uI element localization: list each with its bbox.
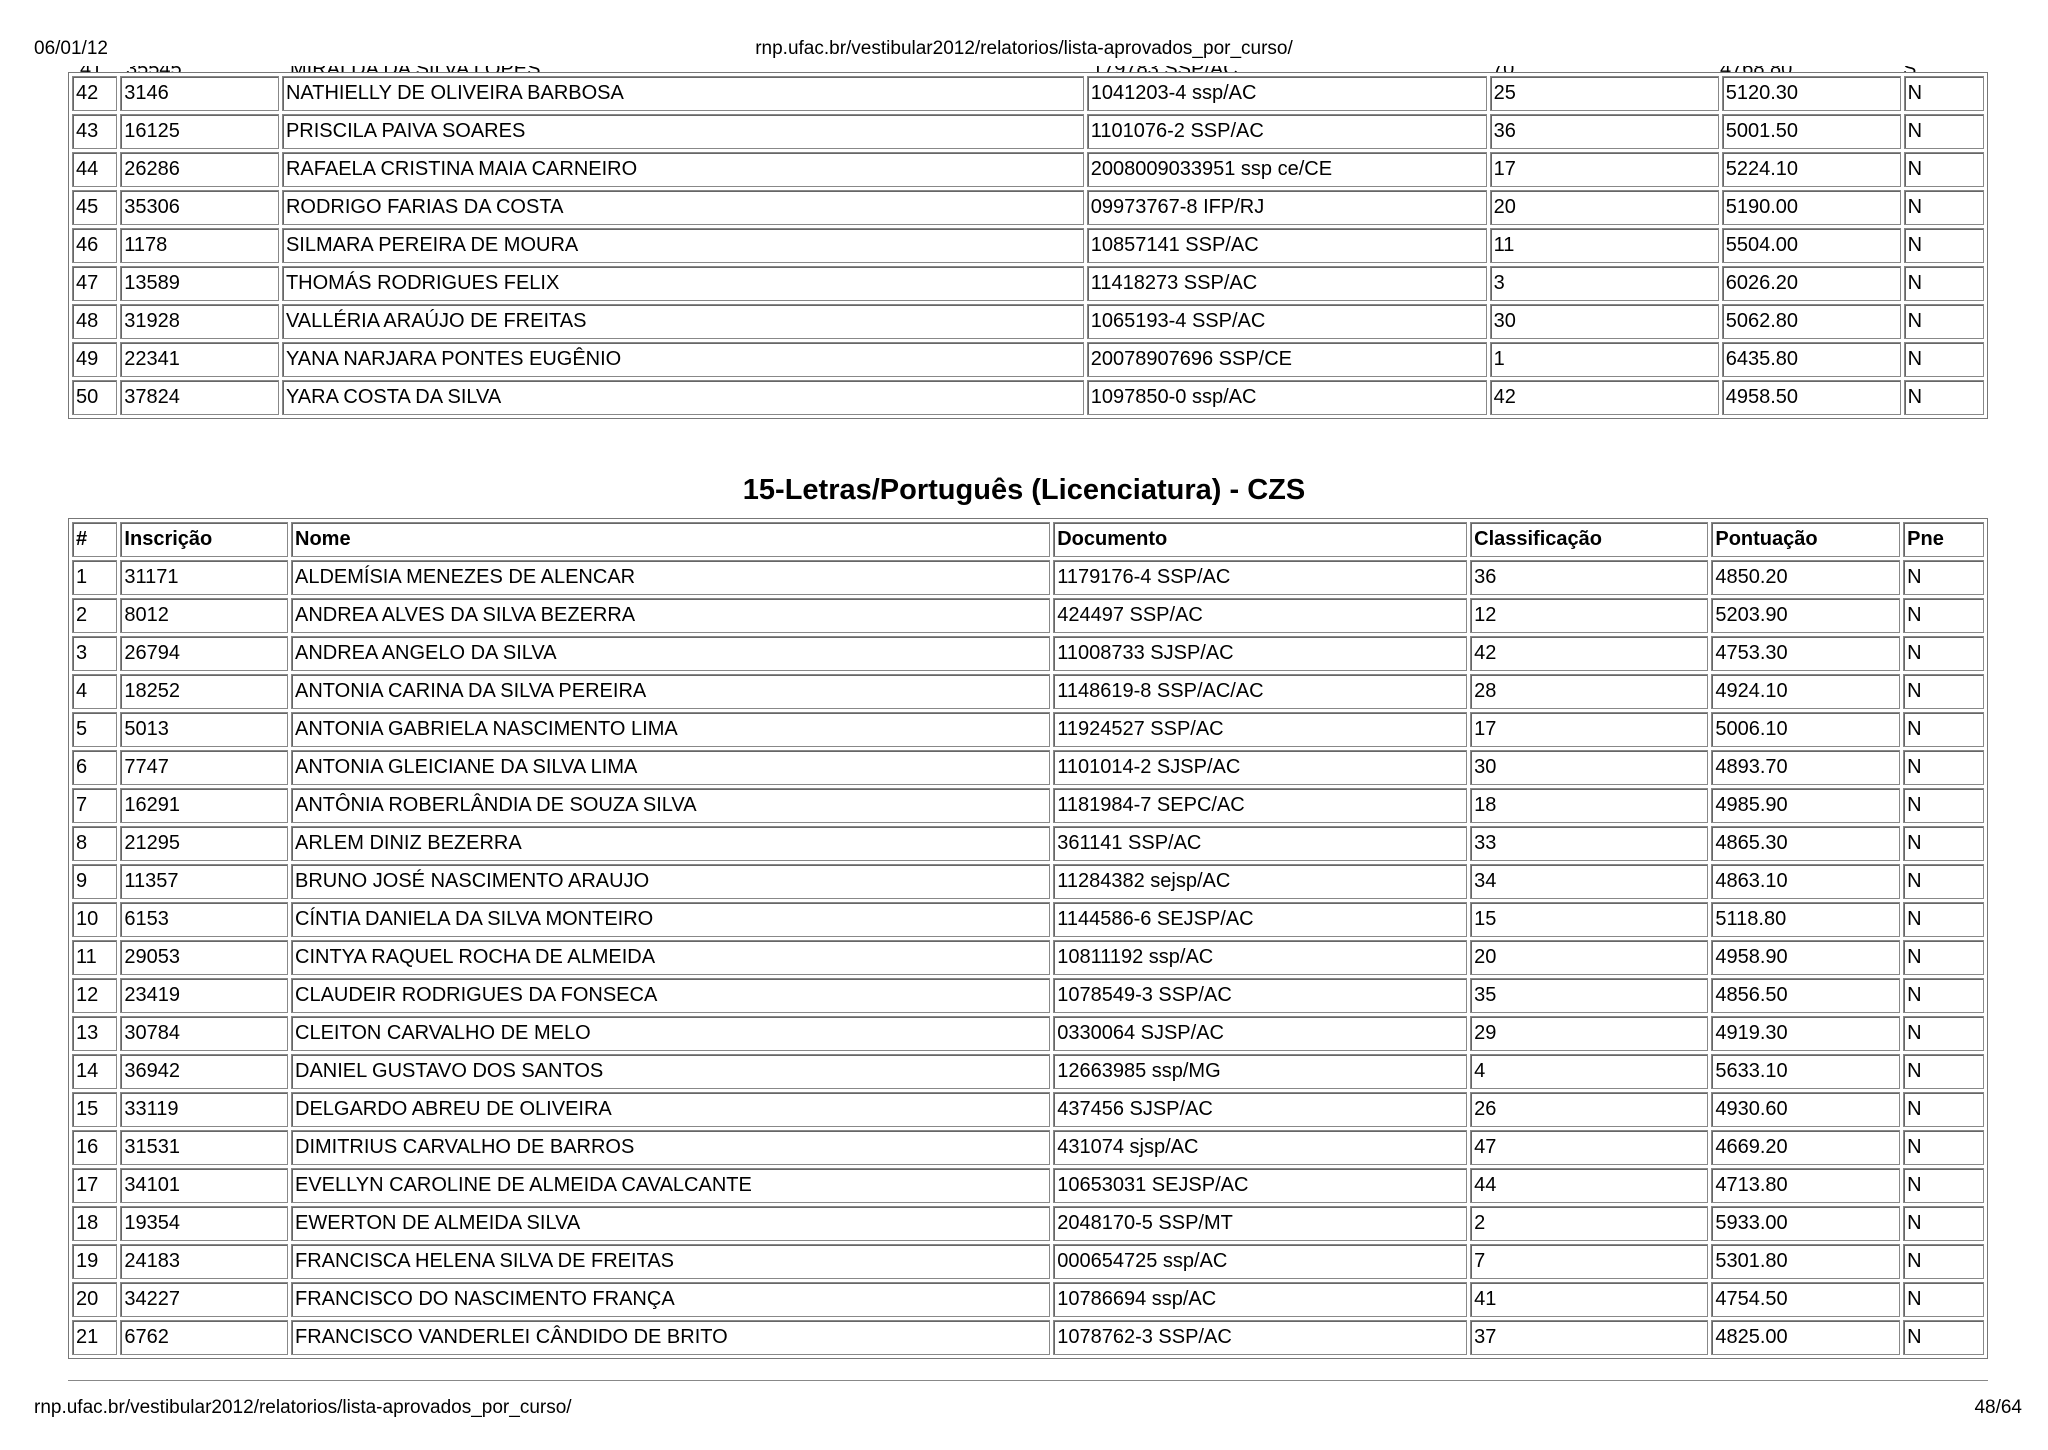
cell-pne: N (1903, 1320, 1984, 1355)
column-header: Classificação (1470, 522, 1708, 557)
cell-number: 8 (72, 826, 117, 861)
cell-number: 50 (72, 380, 117, 415)
cell-pontuacao: 5001.50 (1722, 114, 1901, 149)
cell-nome: YARA COSTA DA SILVA (282, 380, 1084, 415)
cell-classificacao: 1 (1490, 342, 1719, 377)
cell-inscricao: 21295 (120, 826, 288, 861)
table-row (72, 380, 1984, 415)
cell-documento: 10653031 SEJSP/AC (1053, 1168, 1467, 1203)
cell-pne: N (1904, 304, 1984, 339)
cell-number: 9 (72, 864, 117, 899)
cell-number: 44 (72, 152, 117, 187)
cell-documento: 1078549-3 SSP/AC (1053, 978, 1467, 1013)
cell-inscricao: 31928 (120, 304, 279, 339)
cell-pontuacao: 4754.50 (1711, 1282, 1900, 1317)
cell-pontuacao: 4713.80 (1711, 1168, 1900, 1203)
cell-classificacao: 2 (1470, 1206, 1708, 1241)
cell-pne: N (1903, 1054, 1984, 1089)
table-row (72, 1244, 1984, 1279)
cell-pontuacao: 5224.10 (1722, 152, 1901, 187)
cell-pontuacao: 5062.80 (1722, 304, 1901, 339)
cell-number: 1 (72, 560, 117, 595)
cell-classificacao: 30 (1490, 304, 1719, 339)
column-header: Nome (291, 522, 1050, 557)
table-row (72, 114, 1984, 149)
cell-inscricao: 16125 (120, 114, 279, 149)
cell-documento: 1101014-2 SJSP/AC (1053, 750, 1467, 785)
cell-nome: THOMÁS RODRIGUES FELIX (282, 266, 1084, 301)
cell-classificacao: 4 (1470, 1054, 1708, 1089)
cell-inscricao: 26794 (120, 636, 288, 671)
table-row (72, 1320, 1984, 1355)
cell-nome: EWERTON DE ALMEIDA SILVA (291, 1206, 1050, 1241)
cell-number: 17 (72, 1168, 117, 1203)
cell-number: 49 (72, 342, 117, 377)
table-row (72, 1130, 1984, 1165)
column-header: # (72, 522, 117, 557)
cell-pne: N (1904, 342, 1984, 377)
cell-pne: N (1903, 560, 1984, 595)
cell-inscricao: 19354 (120, 1206, 288, 1241)
cell-pontuacao: 4893.70 (1711, 750, 1900, 785)
cell-nome: YANA NARJARA PONTES EUGÊNIO (282, 342, 1084, 377)
cell-number: 10 (72, 902, 117, 937)
cell-inscricao: 22341 (120, 342, 279, 377)
table-row (72, 342, 1984, 377)
table-row (72, 864, 1984, 899)
cell-documento: 20078907696 SSP/CE (1087, 342, 1487, 377)
cell-nome: RODRIGO FARIAS DA COSTA (282, 190, 1084, 225)
cell-documento: 361141 SSP/AC (1053, 826, 1467, 861)
cell-pne: N (1903, 940, 1984, 975)
cell-nome: CLEITON CARVALHO DE MELO (291, 1016, 1050, 1051)
table-row (72, 1282, 1984, 1317)
column-header: Pontuação (1711, 522, 1900, 557)
cell-nome: PRISCILA PAIVA SOARES (282, 114, 1084, 149)
cell-pne: N (1903, 1016, 1984, 1051)
cell-nome: ANTONIA GLEICIANE DA SILVA LIMA (291, 750, 1050, 785)
cell-number: 45 (72, 190, 117, 225)
cell-pne: N (1904, 266, 1984, 301)
cell-pontuacao: 4865.30 (1711, 826, 1900, 861)
cell-nome: ANTÔNIA ROBERLÂNDIA DE SOUZA SILVA (291, 788, 1050, 823)
cell-inscricao: 6153 (120, 902, 288, 937)
cell-pontuacao: 4863.10 (1711, 864, 1900, 899)
cell-nome: FRANCISCO DO NASCIMENTO FRANÇA (291, 1282, 1050, 1317)
table-row (72, 1054, 1984, 1089)
cell-inscricao: 3146 (120, 76, 279, 111)
cell-documento: 2008009033951 ssp ce/CE (1087, 152, 1487, 187)
cell-pne: N (1903, 826, 1984, 861)
table-row (72, 1168, 1984, 1203)
cell-nome: CÍNTIA DANIELA DA SILVA MONTEIRO (291, 902, 1050, 937)
cell-number: 46 (72, 228, 117, 263)
column-header: Inscrição (120, 522, 288, 557)
cell-pne: N (1904, 152, 1984, 187)
cell-number: 7 (72, 788, 117, 823)
cell-classificacao: 37 (1470, 1320, 1708, 1355)
cell-documento: 437456 SJSP/AC (1053, 1092, 1467, 1127)
cell-number: 48 (72, 304, 117, 339)
cell-classificacao: 26 (1470, 1092, 1708, 1127)
cell-documento: 12663985 ssp/MG (1053, 1054, 1467, 1089)
cell-number: 2 (72, 598, 117, 633)
table-row (72, 76, 1984, 111)
cell-classificacao: 34 (1470, 864, 1708, 899)
cell-inscricao: 34101 (120, 1168, 288, 1203)
cell-inscricao: 13589 (120, 266, 279, 301)
table-row (72, 152, 1984, 187)
print-date: 06/01/12 (34, 38, 108, 59)
cell-pne: N (1904, 76, 1984, 111)
cell-nome: DIMITRIUS CARVALHO DE BARROS (291, 1130, 1050, 1165)
cell-pontuacao: 4753.30 (1711, 636, 1900, 671)
cell-classificacao: 41 (1470, 1282, 1708, 1317)
table-row (72, 788, 1984, 823)
cell-pontuacao: 5118.80 (1711, 902, 1900, 937)
cell-documento: 431074 sjsp/AC (1053, 1130, 1467, 1165)
cell-inscricao: 37824 (120, 380, 279, 415)
cell-nome: VALLÉRIA ARAÚJO DE FREITAS (282, 304, 1084, 339)
cell-classificacao: 15 (1470, 902, 1708, 937)
table-row (72, 712, 1984, 747)
cell-nome: ARLEM DINIZ BEZERRA (291, 826, 1050, 861)
cell-inscricao: 34227 (120, 1282, 288, 1317)
cell-documento: 1097850-0 ssp/AC (1087, 380, 1487, 415)
cell-pne: N (1903, 864, 1984, 899)
cell-classificacao: 28 (1470, 674, 1708, 709)
cell-pontuacao: 5504.00 (1722, 228, 1901, 263)
cell-nome: ANTONIA GABRIELA NASCIMENTO LIMA (291, 712, 1050, 747)
cell-classificacao: 42 (1470, 636, 1708, 671)
cell-pontuacao: 5633.10 (1711, 1054, 1900, 1089)
cell-pontuacao: 5190.00 (1722, 190, 1901, 225)
cell-pontuacao: 4924.10 (1711, 674, 1900, 709)
cell-nome: NATHIELLY DE OLIVEIRA BARBOSA (282, 76, 1084, 111)
cell-classificacao: 17 (1490, 152, 1719, 187)
table-row (72, 940, 1984, 975)
cell-classificacao: 18 (1470, 788, 1708, 823)
cell-pne: N (1903, 902, 1984, 937)
previous-course-table (68, 72, 1988, 419)
cell-number: 3 (72, 636, 117, 671)
cell-classificacao: 36 (1490, 114, 1719, 149)
cell-documento: 09973767-8 IFP/RJ (1087, 190, 1487, 225)
cell-number: 16 (72, 1130, 117, 1165)
cell-inscricao: 16291 (120, 788, 288, 823)
cell-classificacao: 3 (1490, 266, 1719, 301)
cell-documento: 1101076-2 SSP/AC (1087, 114, 1487, 149)
cell-documento: 2048170-5 SSP/MT (1053, 1206, 1467, 1241)
cell-classificacao: 20 (1470, 940, 1708, 975)
cell-pontuacao: 5120.30 (1722, 76, 1901, 111)
table-row (72, 304, 1984, 339)
cell-nome: ALDEMÍSIA MENEZES DE ALENCAR (291, 560, 1050, 595)
cell-pne: N (1903, 788, 1984, 823)
table-row (72, 750, 1984, 785)
cell-inscricao: 26286 (120, 152, 279, 187)
cell-inscricao: 31171 (120, 560, 288, 595)
table-row (72, 1092, 1984, 1127)
cell-documento: 1065193-4 SSP/AC (1087, 304, 1487, 339)
cell-pne: N (1903, 1282, 1984, 1317)
cell-inscricao: 30784 (120, 1016, 288, 1051)
cell-nome: ANDREA ANGELO DA SILVA (291, 636, 1050, 671)
cell-number: 11 (72, 940, 117, 975)
cell-documento: 11008733 SJSP/AC (1053, 636, 1467, 671)
cell-classificacao: 29 (1470, 1016, 1708, 1051)
cell-pne: N (1903, 598, 1984, 633)
cell-inscricao: 33119 (120, 1092, 288, 1127)
column-header: Documento (1053, 522, 1467, 557)
table-row (72, 826, 1984, 861)
cell-documento: 11924527 SSP/AC (1053, 712, 1467, 747)
cell-nome: DELGARDO ABREU DE OLIVEIRA (291, 1092, 1050, 1127)
cell-pontuacao: 6026.20 (1722, 266, 1901, 301)
cell-documento: 11284382 sejsp/AC (1053, 864, 1467, 899)
cell-pontuacao: 4669.20 (1711, 1130, 1900, 1165)
cell-inscricao: 1178 (120, 228, 279, 263)
cell-pne: N (1903, 636, 1984, 671)
cell-number: 20 (72, 1282, 117, 1317)
cell-inscricao: 18252 (120, 674, 288, 709)
cell-number: 13 (72, 1016, 117, 1051)
cell-pontuacao: 5933.00 (1711, 1206, 1900, 1241)
table-continuation (68, 1380, 1988, 1395)
cell-pne: N (1904, 380, 1984, 415)
cell-classificacao: 17 (1470, 712, 1708, 747)
cell-inscricao: 6762 (120, 1320, 288, 1355)
cell-inscricao: 11357 (120, 864, 288, 899)
cell-inscricao: 31531 (120, 1130, 288, 1165)
cell-nome: DANIEL GUSTAVO DOS SANTOS (291, 1054, 1050, 1089)
cell-number: 15 (72, 1092, 117, 1127)
cell-nome: CINTYA RAQUEL ROCHA DE ALMEIDA (291, 940, 1050, 975)
section-title: 15-Letras/Português (Licenciatura) - CZS (742, 474, 1306, 506)
table-row (72, 266, 1984, 301)
cell-pne: N (1904, 114, 1984, 149)
table-row (72, 674, 1984, 709)
cell-number: 6 (72, 750, 117, 785)
cell-nome: FRANCISCA HELENA SILVA DE FREITAS (291, 1244, 1050, 1279)
cell-documento: 1181984-7 SEPC/AC (1053, 788, 1467, 823)
cell-classificacao: 30 (1470, 750, 1708, 785)
cell-classificacao: 47 (1470, 1130, 1708, 1165)
cell-number: 4 (72, 674, 117, 709)
approved-list-table (68, 518, 1988, 1359)
cell-nome: FRANCISCO VANDERLEI CÂNDIDO DE BRITO (291, 1320, 1050, 1355)
cell-pontuacao: 4930.60 (1711, 1092, 1900, 1127)
cell-documento: 0330064 SJSP/AC (1053, 1016, 1467, 1051)
cell-pne: N (1903, 750, 1984, 785)
cell-pontuacao: 5006.10 (1711, 712, 1900, 747)
cell-pontuacao: 4850.20 (1711, 560, 1900, 595)
cell-inscricao: 35306 (120, 190, 279, 225)
cell-documento: 1041203-4 ssp/AC (1087, 76, 1487, 111)
cell-nome: RAFAELA CRISTINA MAIA CARNEIRO (282, 152, 1084, 187)
cell-number: 12 (72, 978, 117, 1013)
cell-pne: N (1903, 978, 1984, 1013)
cell-pontuacao: 5301.80 (1711, 1244, 1900, 1279)
cell-documento: 424497 SSP/AC (1053, 598, 1467, 633)
table-row (72, 1016, 1984, 1051)
print-header-url: rnp.ufac.br/vestibular2012/relatorios/lista-aprovados_por_curso/ (755, 38, 1293, 59)
cell-number: 19 (72, 1244, 117, 1279)
cell-number: 42 (72, 76, 117, 111)
cell-documento: 1078762-3 SSP/AC (1053, 1320, 1467, 1355)
cell-nome: EVELLYN CAROLINE DE ALMEIDA CAVALCANTE (291, 1168, 1050, 1203)
cell-documento: 11418273 SSP/AC (1087, 266, 1487, 301)
cell-inscricao: 7747 (120, 750, 288, 785)
cell-classificacao: 25 (1490, 76, 1719, 111)
cell-nome: ANTONIA CARINA DA SILVA PEREIRA (291, 674, 1050, 709)
cell-classificacao: 44 (1470, 1168, 1708, 1203)
cell-inscricao: 8012 (120, 598, 288, 633)
cell-pne: N (1904, 190, 1984, 225)
cell-pne: N (1903, 1206, 1984, 1241)
cell-pontuacao: 6435.80 (1722, 342, 1901, 377)
cell-inscricao: 29053 (120, 940, 288, 975)
cell-pne: N (1903, 1168, 1984, 1203)
print-footer-url: rnp.ufac.br/vestibular2012/relatorios/lista-aprovados_por_curso/ (34, 1397, 572, 1418)
table-row (72, 636, 1984, 671)
cell-pontuacao: 4919.30 (1711, 1016, 1900, 1051)
cell-pontuacao: 4856.50 (1711, 978, 1900, 1013)
cell-documento: 10857141 SSP/AC (1087, 228, 1487, 263)
cell-pontuacao: 4985.90 (1711, 788, 1900, 823)
cell-classificacao: 42 (1490, 380, 1719, 415)
cell-pontuacao: 5203.90 (1711, 598, 1900, 633)
cell-pontuacao: 4958.90 (1711, 940, 1900, 975)
cell-classificacao: 36 (1470, 560, 1708, 595)
table-row (72, 560, 1984, 595)
cell-pontuacao: 4825.00 (1711, 1320, 1900, 1355)
cell-pne: N (1903, 1244, 1984, 1279)
table-row (72, 190, 1984, 225)
cell-pontuacao: 4958.50 (1722, 380, 1901, 415)
cell-number: 5 (72, 712, 117, 747)
cell-documento: 000654725 ssp/AC (1053, 1244, 1467, 1279)
table-row (72, 228, 1984, 263)
table-header-row (72, 522, 1984, 557)
cell-inscricao: 23419 (120, 978, 288, 1013)
cell-nome: CLAUDEIR RODRIGUES DA FONSECA (291, 978, 1050, 1013)
cell-pne: N (1904, 228, 1984, 263)
cell-pne: N (1903, 1130, 1984, 1165)
cell-documento: 10811192 ssp/AC (1053, 940, 1467, 975)
cell-classificacao: 11 (1490, 228, 1719, 263)
cell-inscricao: 36942 (120, 1054, 288, 1089)
cell-documento: 10786694 ssp/AC (1053, 1282, 1467, 1317)
cell-number: 47 (72, 266, 117, 301)
table-row (72, 1206, 1984, 1241)
cell-nome: SILMARA PEREIRA DE MOURA (282, 228, 1084, 263)
cell-documento: 1179176-4 SSP/AC (1053, 560, 1467, 595)
cell-classificacao: 12 (1470, 598, 1708, 633)
cell-nome: BRUNO JOSÉ NASCIMENTO ARAUJO (291, 864, 1050, 899)
cell-pne: N (1903, 712, 1984, 747)
page-number: 48/64 (1974, 1397, 2022, 1418)
cell-classificacao: 7 (1470, 1244, 1708, 1279)
table-row (72, 902, 1984, 937)
cell-number: 43 (72, 114, 117, 149)
cell-documento: 1148619-8 SSP/AC/AC (1053, 674, 1467, 709)
table-row (72, 598, 1984, 633)
column-header: Pne (1903, 522, 1984, 557)
cell-number: 18 (72, 1206, 117, 1241)
table-row (72, 978, 1984, 1013)
cell-pne: N (1903, 674, 1984, 709)
cell-classificacao: 33 (1470, 826, 1708, 861)
cell-classificacao: 20 (1490, 190, 1719, 225)
cell-number: 14 (72, 1054, 117, 1089)
cell-documento: 1144586-6 SEJSP/AC (1053, 902, 1467, 937)
cell-nome: ANDREA ALVES DA SILVA BEZERRA (291, 598, 1050, 633)
cell-classificacao: 35 (1470, 978, 1708, 1013)
cell-pne: N (1903, 1092, 1984, 1127)
cell-inscricao: 5013 (120, 712, 288, 747)
cell-inscricao: 24183 (120, 1244, 288, 1279)
cell-number: 21 (72, 1320, 117, 1355)
